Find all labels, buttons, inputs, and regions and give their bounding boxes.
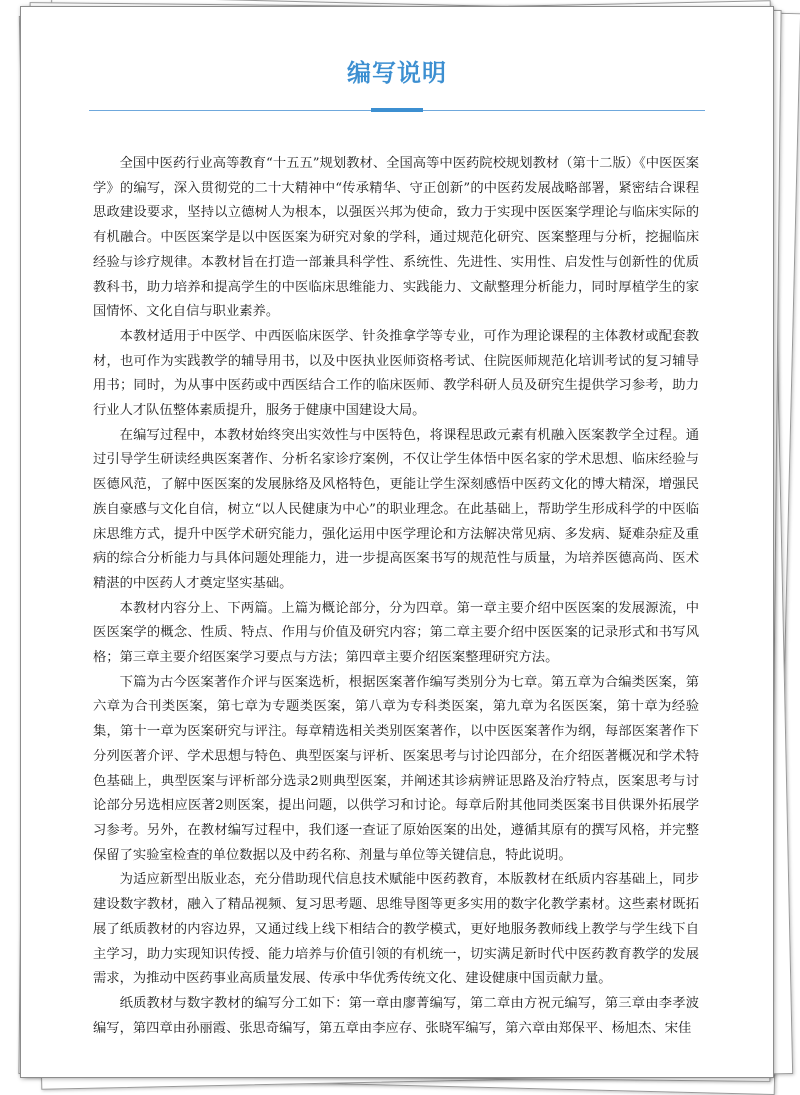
paragraph-7: 纸质教材与数字教材的编写分工如下：第一章由廖菁编写，第二章由方祝元编写，第三章由李孝波编写，第四章由孙丽霞、张思奇编写，第五章由李应存、张晓军编写，第六章由郑保平、杨旭杰、宋佳 bbox=[93, 995, 699, 1036]
paragraph-2: 本教材适用于中医学、中西医临床医学、针灸推拿学等专业，可作为理论课程的主体教材或配套教材，也可作为实践教学的辅导用书，以及中医执业医师资格考试、住院医师规范化培训考试的复习辅导用书；同时，为从事中医药或中西医结合工作的临床医师、教学科研人员及研究生提供学习参考，助力行业人才队伍整体素质提升，服务于健康中国建设大局。 bbox=[93, 328, 699, 419]
paragraph-5: 下篇为古今医案著作介评与医案选析，根据医案著作编写类别分为七章。第五章为合编类医案，第六章为合刊类医案，第七章为专题类医案，第八章为专科类医案，第九章为名医医案，第十章为经验集，第十一章为医案研究与评注。每章精选相关类别医案著作，以中医医案著作为纲，每部医案著作下分列医著介评、学术思想与特色、典型医案与评析、医案思考与讨论四部分，在介绍医著概况和学术特色基础上，典型医案与评析部分选录2则典型医案，并阐述其诊病辨证思路及治疗特点，医案思考与讨论部分另选相应医著2则医案，提出问题，以供学习和讨论。每章后附其他同类医案书目供课外拓展学习参考。另外，在教材编写过程中，我们逐一查证了原始医案的出处，遵循其原有的撰写风格，并完整保留了实验室检查的单位数据以及中药名称、剂量与单位等关键信息，特此说明。 bbox=[93, 674, 699, 863]
paragraph-4: 本教材内容分上、下两篇。上篇为概论部分，分为四章。第一章主要介绍中医医案的发展源流，中医医案学的概念、性质、特点、作用与价值及研究内容；第二章主要介绍中医医案的记录形式和书写风格；第三章主要介绍医案学习要点与方法；第四章主要介绍医案整理研究方法。 bbox=[93, 600, 699, 666]
paragraph-6: 为适应新型出版业态，充分借助现代信息技术赋能中医药教育，本版教材在纸质内容基础上，同步建设数字教材，融入了精品视频、复习思考题、思维导图等更多实用的数字化教学素材。这些素材既拓展了纸质教材的内容边界，又通过线上线下相结合的教学模式，更好地服务教师线上教学与学生线下自主学习，助力实现知识传授、能力培养与价值引领的有机统一，切实满足新时代中医药教育教学的发展需求，为推动中医药事业高质量发展、传承中华优秀传统文化、建设健康中国贡献力量。 bbox=[93, 872, 699, 987]
body-text bbox=[93, 152, 699, 1041]
document-page bbox=[20, 6, 774, 1078]
page-title: 编写说明 bbox=[347, 59, 447, 87]
paragraph-3: 在编写过程中，本教材始终突出实效性与中医特色，将课程思政元素有机融入医案教学全过程。通过引导学生研读经典医案著作、分析名家诊疗案例，不仅让学生体悟中医名家的学术思想、临床经验与医德风范，了解中医医案的发展脉络及风格特色，更能让学生深刻感悟中医药文化的博大精深，增强民族自豪感与文化自信，树立“以人民健康为中心”的职业理念。在此基础上，帮助学生形成科学的中医临床思维方式，提升中医学术研究能力，强化运用中医学理论和方法解决常见病、多发病、疑难杂症及重病的综合分析能力与具体问题处理能力，进一步提高医案书写的规范性与质量，为培养医德高尚、医术精湛的中医药人才奠定坚实基础。 bbox=[93, 427, 699, 591]
title-divider-accent bbox=[371, 108, 423, 112]
paragraph-1: 全国中医药行业高等教育“十五五”规划教材、全国高等中医药院校规划教材（第十二版）《中医医案学》的编写，深入贯彻党的二十大精神中“传承精华、守正创新”的中医药发展战略部署，紧密结合课程思政建设要求，坚持以立德树人为根本，以强医兴邦为使命，致力于实现中医医案学理论与临床实际的有机融合。中医医案学是以中医医案为研究对象的学科，通过规范化研究、医案整理与分析，挖掘临床经验与诊疗规律。本教材旨在打造一部兼具科学性、系统性、先进性、实用性、启发性与创新性的优质教科书，助力培养和提高学生的中医临床思维能力、实践能力、文献整理分析能力，同时厚植学生的家国情怀、文化自信与职业素养。 bbox=[93, 156, 699, 320]
